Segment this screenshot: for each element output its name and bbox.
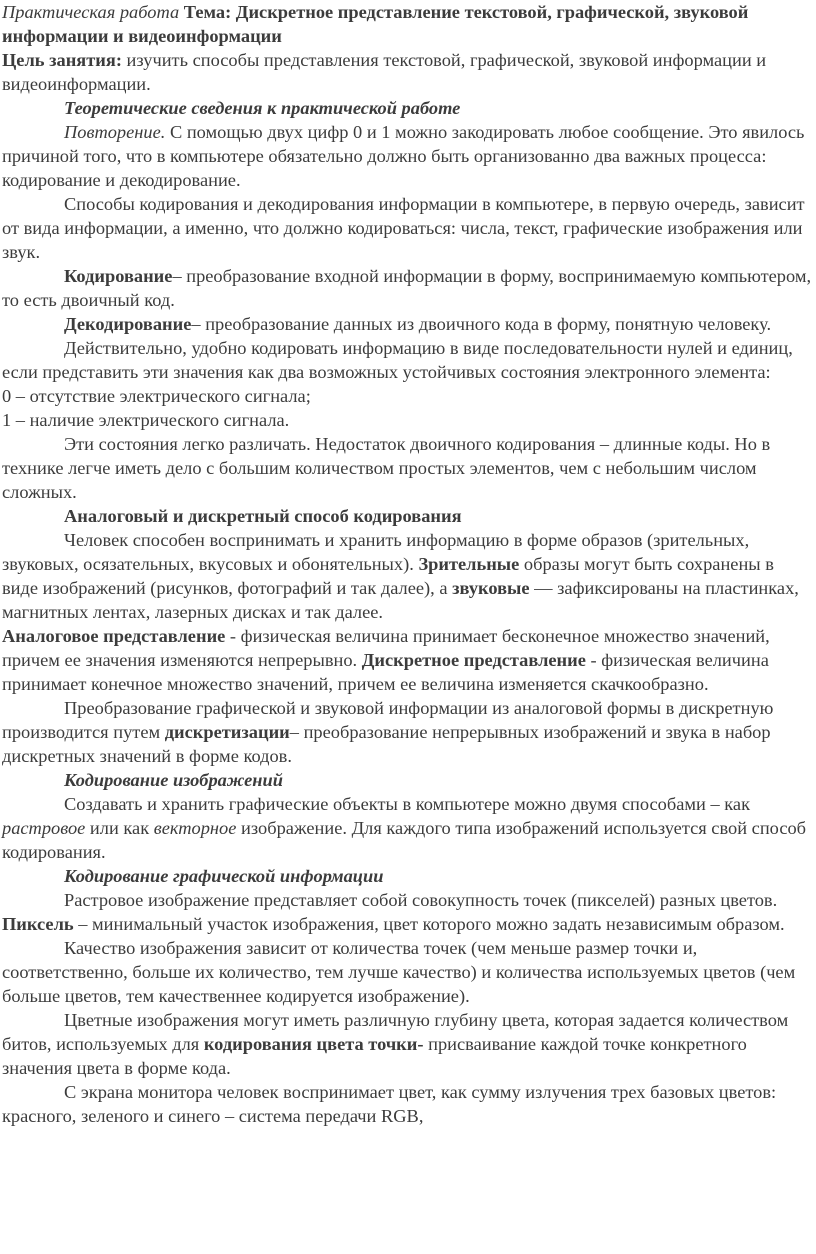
image-coding-heading [2,768,814,792]
pixel-term: Пиксель [2,914,74,934]
create-text-2: или как [85,818,154,838]
sampling-term: дискретизации [164,722,290,742]
conversion-paragraph [2,696,814,768]
analog-term: Аналоговое представление [2,626,226,646]
color-coding-term: кодирования цвета точки- [203,1034,424,1054]
color-text-2: присваивание каждой точке конкретного значения цвета в форме кода. [2,1034,747,1078]
rgb-paragraph: С экрана монитора человек воспринимает цвет, как сумму излучения трех базовых цветов: красного, зеленого и синего – система передачи RGB, [2,1082,777,1126]
visual-term: Зрительные [418,554,520,574]
create-text-3: изображение. Для каждого типа изображений используется свой способ кодирования. [2,818,807,862]
discrete-term: Дискретное представление [361,650,586,670]
indeed-paragraph: Действительно, удобно кодировать информацию в виде последовательности нулей и единиц, если представить эти значения как два возможных устойчивых состояния электронного элемента: [2,338,793,382]
quality-paragraph: Качество изображения зависит от количества точек (чем меньше размер точки и, соответственно, больше их количество, тем лучше качество) и количества используемых цветов (чем больше цветов, тем качественнее кодируется изображение). [2,938,796,1006]
image-coding-heading-text: Кодирование изображений [64,770,283,790]
color-text-1: Цветные изображения могут иметь различную глубину цвета, которая задается количеством битов, используемых для [2,1010,789,1054]
theory-heading-text: Теоретические сведения к практической работе [64,98,461,118]
raster-paragraph [2,888,814,936]
repeat-text: С помощью двух цифр 0 и 1 можно закодировать любое сообщение. Это явилось причиной того, что в компьютере обязательно должно быть организованно два важных процесса: кодирование и декодирование. [2,122,805,190]
analog-heading-text: Аналоговый и дискретный способ кодирования [64,506,462,526]
perceive-text-1: Человек способен воспринимать и хранить информацию в форме образов (зрительных, звуковых, осязательных, вкусовых и обонятельных). [2,530,750,574]
analog-discrete-paragraph [2,624,814,696]
raster-text-2: – минимальный участок изображения, цвет которого можно задать независимым образом. [73,914,785,934]
sound-term: звуковые [452,578,530,598]
coding-term: Кодирование [64,266,173,286]
vector-term: векторное [153,818,237,838]
goal-text: изучить способы представления текстовой, графической, звуковой информации и видеоинформации. [2,50,767,94]
decoding-term: Декодирование [64,314,192,334]
graphic-coding-heading [2,864,814,888]
analog-heading [2,504,814,528]
coding-text: – преобразование входной информации в форму, воспринимаемую компьютером, то есть двоичный код. [2,266,812,310]
discrete-text: - физическая величина принимает конечное множество значений, причем ее величина изменяется скачкообразно. [2,650,769,694]
decoding-text: – преобразование данных из двоичного кода в форму, понятную человеку. [191,314,772,334]
raster-text-1: Растровое изображение представляет собой совокупность точек (пикселей) разных цветов. [64,890,778,910]
color-depth-paragraph [2,1008,814,1080]
document-title [2,0,814,48]
repeat-paragraph [2,120,814,192]
title-topic: Тема: Дискретное представление текстовой, графической, звуковой информации и видеоинформации [2,2,749,46]
perceive-paragraph [2,528,814,624]
perceive-text-2: образы могут быть сохранены в виде изображений (рисунков, фотографий и так далее), а [2,554,774,598]
goal-label: Цель занятия: [2,50,122,70]
decoding-definition [2,312,814,336]
conversion-text-2: – преобразование непрерывных изображений и звука в набор дискретных значений в форме кодов. [2,722,771,766]
theory-heading [2,96,814,120]
repeat-label: Повторение. [64,122,166,142]
state-one: 1 – наличие электрического сигнала. [2,410,290,430]
conversion-text-1: Преобразование графической и звуковой информации из аналоговой формы в дискретную производится путем [2,698,774,742]
title-label: Практическая работа [2,2,180,22]
analog-text: - физическая величина принимает бесконечное множество значений, причем ее значения изменяются непрерывно. [2,626,770,670]
goal-paragraph [2,48,814,96]
coding-definition [2,264,814,312]
state-zero: 0 – отсутствие электрического сигнала; [2,386,311,406]
states-paragraph: Эти состояния легко различать. Недостаток двоичного кодирования – длинные коды. Но в технике легче иметь дело с большим количеством простых элементов, чем с небольшим числом сложных. [2,434,771,502]
methods-paragraph: Способы кодирования и декодирования информации в компьютере, в первую очередь, зависит от вида информации, а именно, что должно кодироваться: числа, текст, графические изображения или звук. [2,194,805,262]
graphic-coding-heading-text: Кодирование графической информации [64,866,384,886]
create-paragraph [2,792,814,864]
perceive-text-3: — зафиксированы на пластинках, магнитных лентах, лазерных дисках и так далее. [2,578,799,622]
create-text-1: Создавать и хранить графические объекты в компьютере можно двумя способами – как [64,794,751,814]
raster-term: растровое [2,818,86,838]
